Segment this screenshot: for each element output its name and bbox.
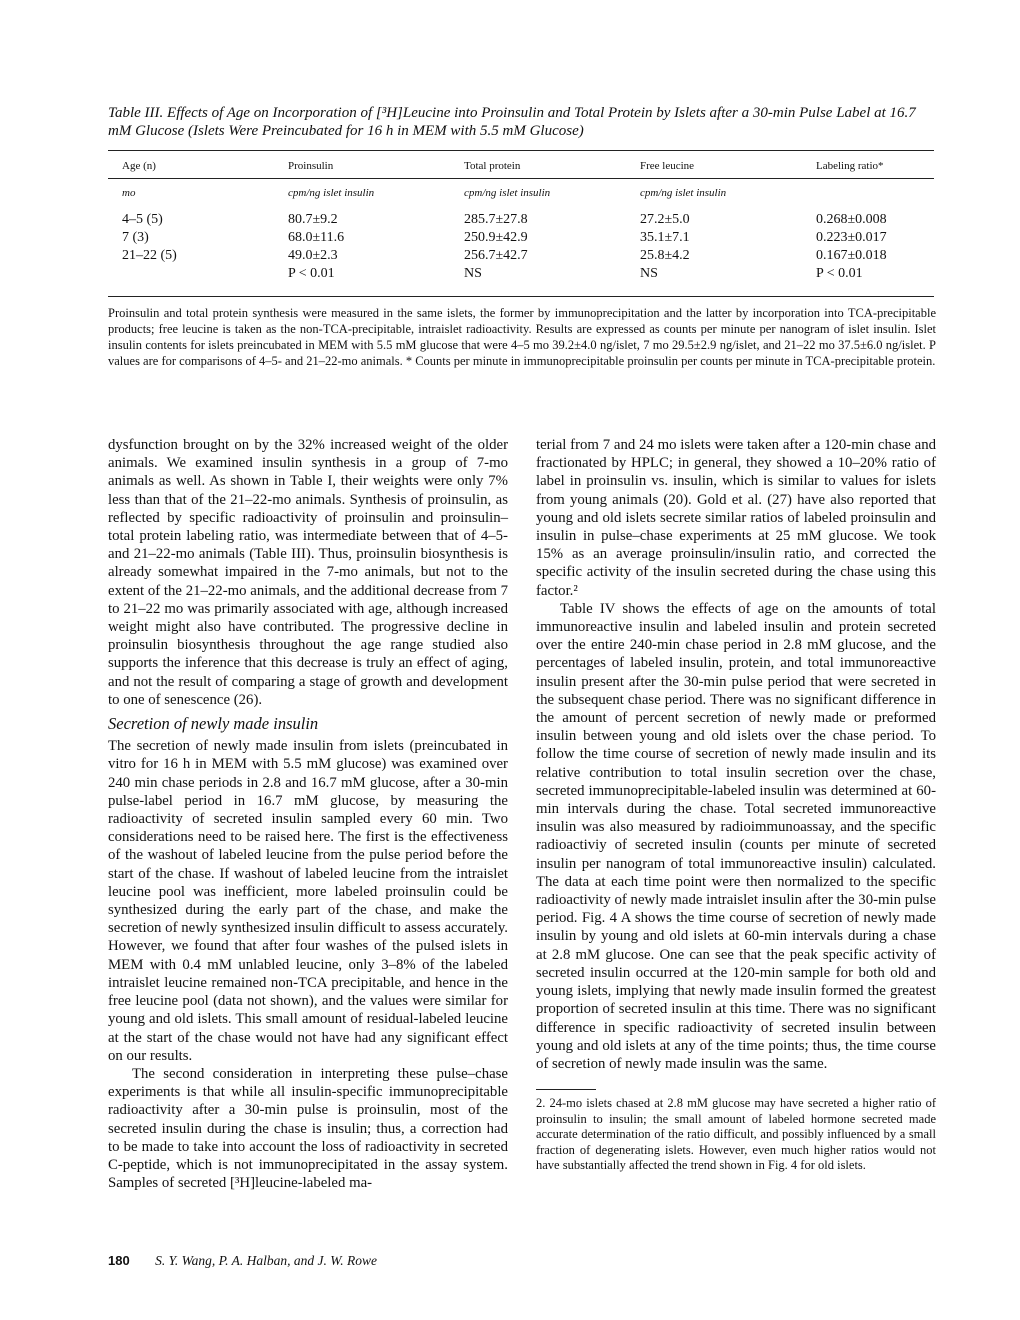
table-header-rule (108, 178, 934, 179)
table-footnote: Proinsulin and total protein synthesis were measured in the same islets, the former by immunoprecipitation and the latter by incorporation into TCA-precipitable products; free leucine is taken as the non-TCA-precipitable, intraislet radioactivity. Results are expressed as counts per minute per nanogram of islet insulin. Islet insulin contents for islets preincubated in MEM with 5.5 mM glucose that were 4–5 mo 39.2±4.0 ng/islet, 7 mo 29.5±2.9 ng/islet, and 21–22 mo 37.5±6.0 ng/islet. P values are for comparisons of 4–5- and 21–22-mo animals. * Counts per minute in immunoprecipitable proinsulin per counts per minute in TCA-precipitable protein. (108, 306, 936, 368)
right-column (536, 436, 936, 1174)
body-paragraph: Table IV shows the effects of age on the amounts of total immunoreactive insulin and labeled insulin and protein secreted over the entire 240-min chase period in 2.8 mM glucose, and the percentages of labeled insulin, protein, and total immunoreactive insulin present after the 30-min pulse period that were secreted in the subsequent chase period. There was no significant difference in the amount of percent secretion of newly made or preformed insulin between young and old islets over the chase period. To follow the time course of secretion of newly made insulin and its relative contribution to total insulin secretion over the chase, secreted immunoprecipitable-labeled insulin was determined at 60-min intervals during the chase. Total secreted immunoreactive insulin was also measured by radioimmunoassay, and the specific radioactiviy of secreted insulin (counts per minute of secreted insulin per nanogram of total immunoreactive insulin) calculated. The data at each time point were then normalized to the specific radioactivity of newly made intraislet insulin after the 30-min pulse period. Fig. 4 A shows the time course of secretion of newly made insulin by young and old islets at 60-min intervals during a chase at 2.8 mM glucose. One can see that the peak specific activity of secreted insulin occurred at the 120-min sample for both old and young islets, implying that newly made insulin formed the greatest proportion of secreted insulin at this time. There was no significant difference in specific radioactivity of secreted insulin between young and old islets at any of the time points; thus, the time course of secretion of newly made insulin was the same. (536, 600, 936, 1072)
table-cell: 68.0±11.6 (288, 230, 345, 245)
table-caption: Table III. Effects of Age on Incorporation of [³H]Leucine into Proinsulin and Total Protein by Islets after a 30-min Pulse Label at 16.7 mM Glucose (Islets Were Preincubated for 16 h in MEM with 5.5 mM Glucose) (108, 105, 916, 139)
header-age: Age (n) (122, 160, 156, 172)
header-total-protein: Total protein (464, 160, 521, 172)
header-free-leucine: Free leucine (640, 160, 695, 172)
body-paragraph: dysfunction brought on by the 32% increased weight of the older animals. We examined insulin synthesis in a group of 7-mo animals as well. As shown in Table I, their weights were only 7% less than that of the 21–22-mo animals. Synthesis of proinsulin, as reflected by specific radioactivity of proinsulin and proinsulin–total protein labeling ratio, was intermediate between that of 4–5- and 21–22-mo animals (Table III). Thus, proinsulin biosynthesis is already somewhat impaired in the 7-mo animals, but not to the extent of the 21–22-mo animals, and the additional decrease from 7 to 21–22 mo was primarily associated with age, although increased weight might also have contributed. The progressive decline in proinsulin biosynthesis throughout the age range studied also supports the inference that this decrease is truly an effect of aging, and not the result of comparing a stage of growth and development to one of senescence (26). (108, 437, 508, 708)
unit-free-leucine: cpm/ng islet insulin (640, 187, 727, 199)
table-cell: 4–5 (5) (122, 212, 163, 227)
table-cell: 27.2±5.0 (640, 212, 690, 227)
body-paragraph: The second consideration in interpreting these pulse–chase experiments is that while all insulin-specific immunoprecipitable radioactivity after a 30-min pulse is proinsulin, most of the secreted insulin during the chase is insulin; thus, a correction had to be made to take into account the loss of radioactivity in secreted C-peptide, which is not immunoprecipitated in the assay system. Samples of secreted [³H]leucine-labeled ma- (108, 1065, 508, 1192)
table-top-rule (108, 150, 934, 151)
header-labeling-ratio: Labeling ratio* (816, 160, 884, 172)
footnote-2: 2. 24-mo islets chased at 2.8 mM glucose may have secreted a higher ratio of proinsulin to insulin; the small amount of labeled hormone secreted made accurate determination of the ratio difficult, and possibly influenced by a small fraction of degenerating islets. However, even much higher ratios would not have substantially affected the trend shown in Fig. 4 for old islets. (536, 1096, 936, 1173)
table-cell: 80.7±9.2 (288, 212, 338, 227)
table-cell: 49.0±2.3 (288, 248, 338, 263)
table-cell: 256.7±42.7 (464, 248, 528, 263)
table-cell: P < 0.01 (816, 266, 863, 281)
page-number: 180 (108, 1253, 130, 1268)
footnote-rule (536, 1089, 596, 1090)
body-paragraph: terial from 7 and 24 mo islets were taken after a 120-min chase and fractionated by HPLC; in general, they showed a 10–20% ratio of label in proinsulin vs. insulin, which is similar to values for islets from young animals (20). Gold et al. (27) have also reported that young and old islets secrete similar ratios of labeled proinsulin and insulin in pulse–chase experiments at 25 mM glucose. We took 15% as an average proinsulin/insulin ratio, and corrected the specific activity of the insulin secreted during the chase using this factor.² (536, 437, 936, 599)
table-cell: 0.268±0.008 (816, 212, 887, 227)
table-cell: NS (464, 266, 482, 281)
section-heading: Secretion of newly made insulin (108, 714, 319, 734)
unit-age: mo (122, 187, 136, 199)
left-column (108, 436, 508, 1192)
table-bottom-rule (108, 296, 934, 297)
table-cell: 7 (3) (122, 230, 149, 245)
page-footer (108, 1253, 377, 1269)
table-cell: NS (640, 266, 658, 281)
table-cell: 25.8±4.2 (640, 248, 690, 263)
header-proinsulin: Proinsulin (288, 160, 334, 172)
table-cell: 0.223±0.017 (816, 230, 887, 245)
body-paragraph: The secretion of newly made insulin from islets (preincubated in vitro for 16 h in MEM with 5.5 mM glucose) was examined over 240 min chase periods in 2.8 and 16.7 mM glucose, after a 30-min pulse-label period in 16.7 mM glucose, by measuring the radioactivity of secreted insulin sampled every 60 min. Two considerations need to be raised here. The first is the effectiveness of the washout of labeled leucine from the pulse period before the start of the chase. If washout of labeled leucine from the intraislet leucine pool was inefficient, more labeled proinsulin could be synthesized during the early part of the chase, and make the secretion of newly synthesized insulin difficult to assess accurately. However, we found that after four washes of the pulsed islets in MEM with 0.4 mM unlabled leucine, only 3–8% of the labeled intraislet leucine remained non-TCA precipitable, and hence in the free leucine pool (data not shown), and the values were similar for young and old islets. This small amount of residual-labeled leucine at the start of the chase would not have had any significant effect on our results. (108, 738, 508, 1064)
unit-proinsulin: cpm/ng islet insulin (288, 187, 375, 199)
table-cell: 250.9±42.9 (464, 230, 528, 245)
table-cell: 35.1±7.1 (640, 230, 690, 245)
running-authors: S. Y. Wang, P. A. Halban, and J. W. Rowe (155, 1253, 377, 1268)
table-cell: 21–22 (5) (122, 248, 177, 263)
table-cell: 0.167±0.018 (816, 248, 887, 263)
table-cell: 285.7±27.8 (464, 212, 528, 227)
unit-total-protein: cpm/ng islet insulin (464, 187, 551, 199)
table-cell: P < 0.01 (288, 266, 335, 281)
